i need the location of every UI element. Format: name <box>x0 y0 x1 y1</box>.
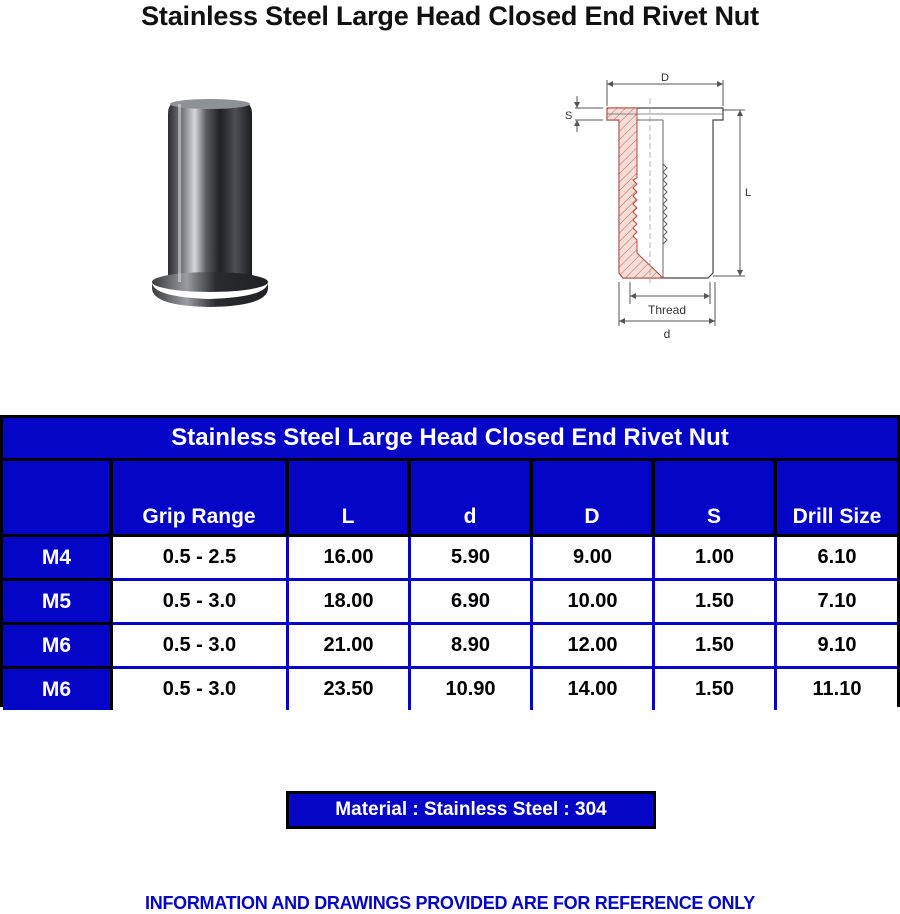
cell-d: 8.90 <box>411 625 533 669</box>
table-row <box>3 537 897 581</box>
cell-drill-size: 6.10 <box>777 537 897 581</box>
table-caption: Stainless Steel Large Head Closed End Rivet Nut <box>3 418 897 461</box>
header-size <box>3 461 113 537</box>
cell-size: M6 <box>3 625 113 669</box>
cell-L: 21.00 <box>289 625 411 669</box>
material-label: Material : Stainless Steel : 304 <box>289 794 653 826</box>
header-S: S <box>655 461 777 537</box>
cell-L: 23.50 <box>289 669 411 710</box>
cell-d: 10.90 <box>411 669 533 710</box>
cell-drill-size: 7.10 <box>777 581 897 625</box>
table-header-row <box>3 461 897 537</box>
cell-L: 18.00 <box>289 581 411 625</box>
cell-drill-size: 11.10 <box>777 669 897 710</box>
disclaimer-text: INFORMATION AND DRAWINGS PROVIDED ARE FOR REFERENCE ONLY <box>145 893 755 913</box>
label-S: S <box>565 110 573 122</box>
cell-S: 1.50 <box>655 669 777 710</box>
label-L: L <box>745 187 752 199</box>
cell-D: 14.00 <box>533 669 655 710</box>
cell-S: 1.00 <box>655 537 777 581</box>
header-d: d <box>411 461 533 537</box>
cell-size: M6 <box>3 669 113 710</box>
cell-S: 1.50 <box>655 581 777 625</box>
header-L: L <box>289 461 411 537</box>
material-box <box>286 791 656 829</box>
cell-S: 1.50 <box>655 625 777 669</box>
label-D: D <box>661 72 669 84</box>
header-grip-range: Grip Range <box>113 461 289 537</box>
cell-grip-range: 0.5 - 3.0 <box>113 625 289 669</box>
table-row <box>3 625 897 669</box>
header-drill-size: Drill Size <box>777 461 897 537</box>
cell-D: 12.00 <box>533 625 655 669</box>
label-d: d <box>663 327 671 341</box>
cell-L: 16.00 <box>289 537 411 581</box>
table-row <box>3 581 897 625</box>
label-thread: Thread <box>647 303 687 317</box>
page-title: Stainless Steel Large Head Closed End Rivet Nut <box>141 1 759 31</box>
cell-grip-range: 0.5 - 2.5 <box>113 537 289 581</box>
cell-grip-range: 0.5 - 3.0 <box>113 581 289 625</box>
cell-grip-range: 0.5 - 3.0 <box>113 669 289 710</box>
spec-table-container <box>0 415 900 707</box>
cell-D: 10.00 <box>533 581 655 625</box>
cell-d: 5.90 <box>411 537 533 581</box>
header-D: D <box>533 461 655 537</box>
cell-size: M5 <box>3 581 113 625</box>
table-row <box>3 669 897 710</box>
cell-drill-size: 9.10 <box>777 625 897 669</box>
spec-table <box>3 418 897 710</box>
cell-d: 6.90 <box>411 581 533 625</box>
cell-size: M4 <box>3 537 113 581</box>
rivet-nut-photo <box>138 92 288 310</box>
cell-D: 9.00 <box>533 537 655 581</box>
rivet-nut-technical-drawing <box>555 68 765 343</box>
